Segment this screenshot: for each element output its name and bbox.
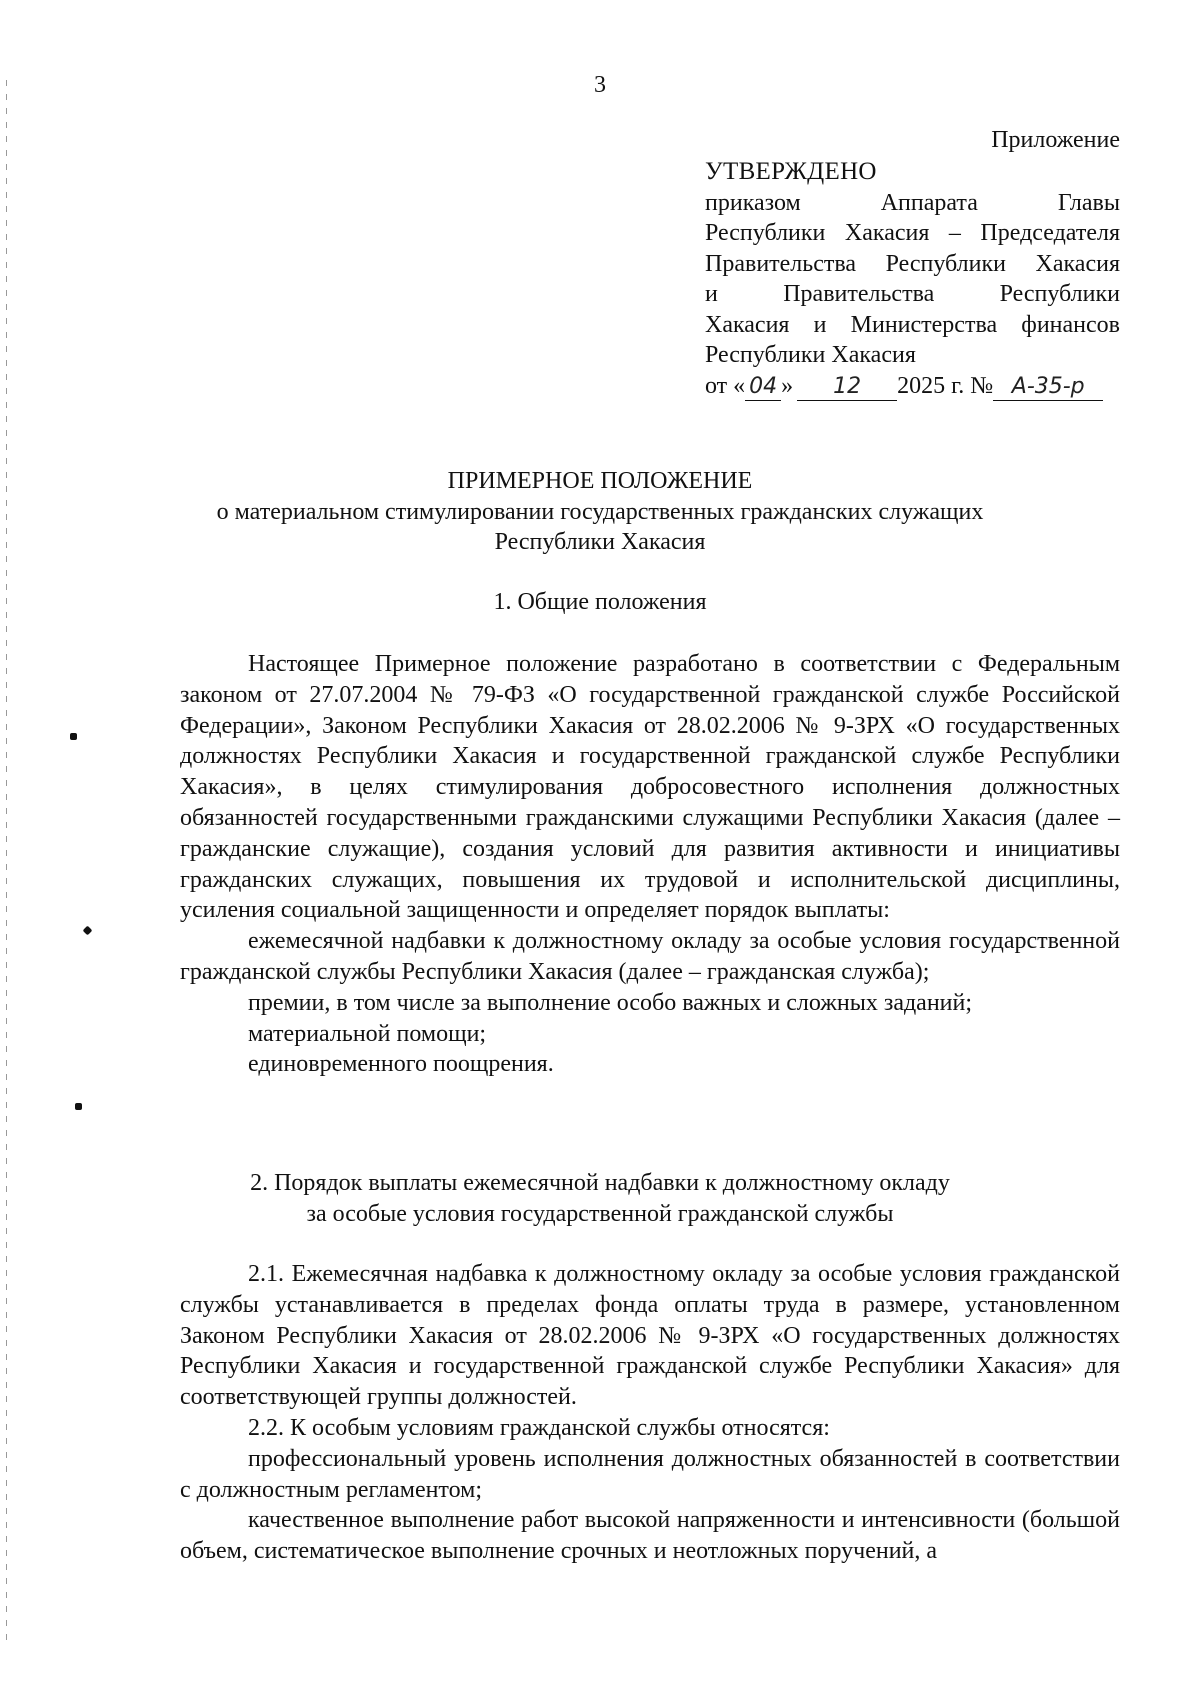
paragraph: качественное выполнение работ высокой напряженности и интенсивности (большой объем, систематическое выполнение срочных и неотложных поручений, а xyxy=(180,1507,1120,1565)
page-number: 3 xyxy=(594,72,606,98)
paragraph: профессиональный уровень исполнения должностных обязанностей в соответствии с должностным регламентом; xyxy=(180,1445,1120,1503)
date-prefix: от « xyxy=(705,372,746,399)
list-item: единовременного поощрения. xyxy=(248,1051,554,1078)
paragraph: 2.2. К особым условиям гражданской службы относятся: xyxy=(248,1414,830,1441)
handwritten-day: 04 xyxy=(745,374,781,401)
section-1-body xyxy=(180,649,1120,1080)
approval-line: Республики Хакасия – Председателя xyxy=(705,220,1120,246)
scan-edge-line xyxy=(6,80,7,1640)
approval-line: и Правительства Республики xyxy=(705,281,1120,307)
approval-line: Республики Хакасия xyxy=(705,342,916,368)
approval-line: приказом Аппарата Главы xyxy=(705,189,1120,216)
section-2-heading-line: за особые условия государственной гражданской службы xyxy=(306,1200,894,1227)
document-heading xyxy=(0,466,1200,558)
date-quote-close: » xyxy=(781,372,794,399)
list-item: премии, в том числе за выполнение особо важных и сложных заданий; xyxy=(248,989,973,1016)
paragraph: 2.1. Ежемесячная надбавка к должностному окладу за особые условия гражданской службы устанавливается в пределах фонда оплаты труда в размере, установленном Законом Республики Хакасия от 28.02.2006 № 9-ЗРХ «О государственных должностях Республики Хакасия и государственной гражданской службе Республики Хакасия» для соответствующей группы должностей. xyxy=(180,1261,1120,1411)
document-subtitle-line: о материальном стимулировании государственных гражданских служащих xyxy=(216,498,984,525)
approval-date-line xyxy=(705,371,1120,402)
scan-speck xyxy=(83,926,93,936)
list-item: ежемесячной надбавки к должностному окладу за особые условия государственной гражданской службы Республики Хакасия (далее – гражданская служба); xyxy=(180,928,1120,985)
document-title: ПРИМЕРНОЕ ПОЛОЖЕНИЕ xyxy=(447,468,753,494)
approval-line: Правительства Республики Хакасия xyxy=(705,250,1120,277)
scan-speck xyxy=(70,733,77,740)
section-2-heading-line: 2. Порядок выплаты ежемесячной надбавки к должностному окладу xyxy=(250,1170,950,1196)
approval-title: УТВЕРЖДЕНО xyxy=(705,158,877,185)
document-subtitle-line: Республики Хакасия xyxy=(494,529,706,555)
list-item: материальной помощи; xyxy=(248,1020,487,1047)
approval-line: Хакасия и Министерства финансов xyxy=(705,311,1120,338)
paragraph: Настоящее Примерное положение разработано в соответствии с Федеральным законом от 27.07.2004 № 79-ФЗ «О государственной гражданской службе Российской Федерации», Законом Республики Хакасия от 28.02.2006 № 9-ЗРХ «О государственных должностях Республики Хакасия и государственной гражданской службе Республики Хакасия», в целях стимулирования добросовестного исполнения должностных обязанностей государственными гражданскими служащими Республики Хакасия (далее – гражданские служащие), создания условий для развития активности и инициативы гражданских служащих, повышения их трудовой и исполнительской дисциплины, усиления социальной защищенности и определяет порядок выплаты: xyxy=(180,651,1120,924)
handwritten-month: 12 xyxy=(797,374,897,401)
approval-block xyxy=(705,157,1120,401)
scan-speck xyxy=(75,1103,82,1110)
date-year: 2025 г. № xyxy=(897,372,994,399)
section-2-heading xyxy=(0,1168,1200,1229)
handwritten-order-number: А-35-р xyxy=(993,374,1103,401)
section-1-heading: 1. Общие положения xyxy=(493,589,707,615)
appendix-label: Приложение xyxy=(991,127,1120,153)
section-2-body xyxy=(180,1259,1120,1567)
